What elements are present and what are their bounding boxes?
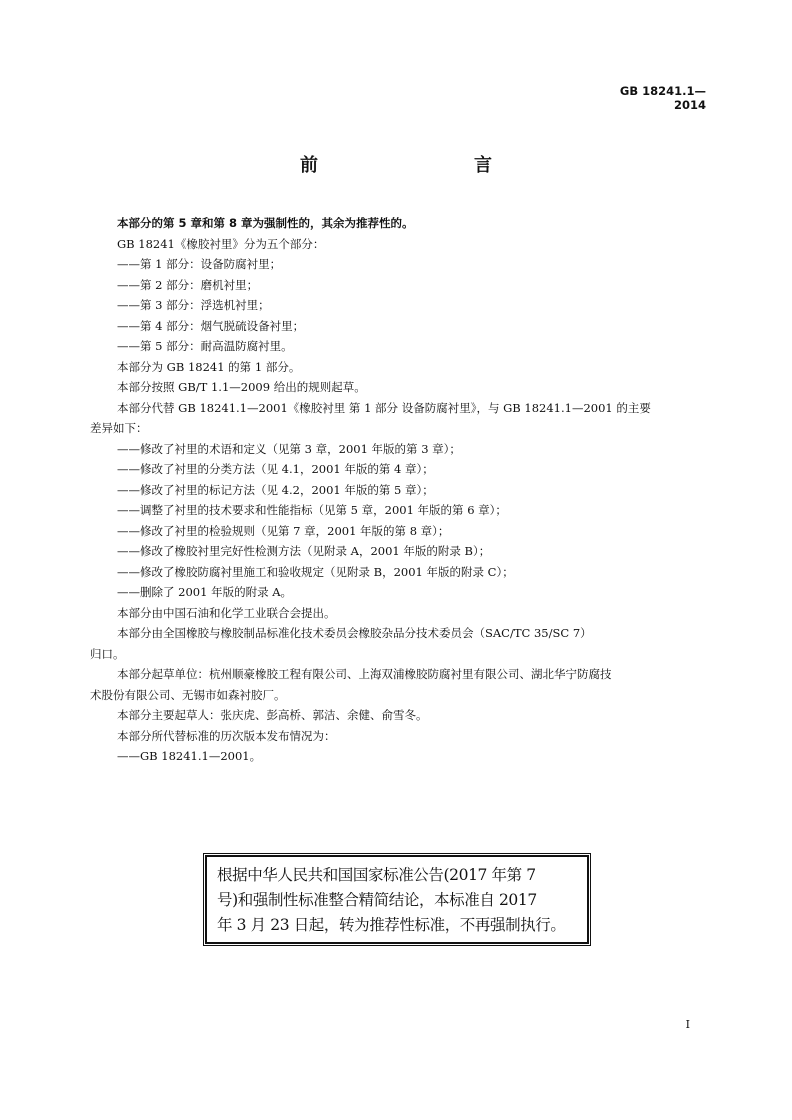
notice-line: 年 3 月 23 日起，转为推荐性标准，不再强制执行。 — [217, 916, 566, 934]
paragraph-line: GB 18241《橡胶衬里》分为五个部分： — [117, 236, 325, 251]
standard-number: GB 18241.1—2014 — [619, 84, 706, 112]
mandatory-statement: 本部分的第 5 章和第 8 章为强制性的，其余为推荐性的。 — [117, 216, 414, 230]
list-item: ——第 4 部分：烟气脱硫设备衬里； — [117, 318, 305, 333]
notice-box — [205, 855, 589, 944]
paragraph-line: 本部分由全国橡胶与橡胶制品标准化技术委员会橡胶杂品分技术委员会（SAC/TC 35/SC 7） — [117, 626, 592, 640]
paragraph-line: 术股份有限公司、无锡市如森衬胶厂。 — [90, 687, 286, 702]
list-item: ——修改了橡胶防腐衬里施工和验收规定（见附录 B，2001 年版的附录 C）； — [117, 564, 514, 579]
page-title: 前 言 — [300, 155, 532, 176]
list-item: ——第 3 部分：浮选机衬里； — [117, 298, 270, 312]
paragraph-line: 本部分起草单位：杭州顺豪橡胶工程有限公司、上海双浦橡胶防腐衬里有限公司、湖北华宁防腐技 — [117, 667, 612, 681]
paragraph-line: 本部分所代替标准的历次版本发布情况为： — [117, 728, 336, 743]
notice-line: 号)和强制性标准整合精简结论，本标准自 2017 — [217, 891, 537, 909]
list-item: ——第 2 部分：磨机衬里； — [117, 277, 259, 292]
list-item: ——修改了衬里的分类方法（见 4.1，2001 年版的第 4 章）； — [117, 462, 434, 476]
list-item: ——修改了衬里的标记方法（见 4.2，2001 年版的第 5 章）； — [117, 482, 434, 497]
list-item: ——修改了橡胶衬里完好性检测方法（见附录 A，2001 年版的附录 B）； — [117, 544, 491, 558]
list-item: ——第 5 部分：耐高温防腐衬里。 — [117, 339, 293, 353]
list-item: ——删除了 2001 年版的附录 A。 — [117, 585, 293, 599]
list-item: ——第 1 部分：设备防腐衬里； — [117, 257, 282, 271]
list-item: ——GB 18241.1—2001。 — [117, 749, 262, 763]
paragraph-line: 本部分按照 GB/T 1.1—2009 给出的规则起草。 — [117, 380, 366, 394]
list-item: ——修改了衬里的术语和定义（见第 3 章，2001 年版的第 3 章）； — [117, 441, 461, 456]
page-number: I — [685, 1018, 690, 1031]
foreword-body — [90, 213, 707, 767]
paragraph-line: 本部分为 GB 18241 的第 1 部分。 — [117, 359, 301, 374]
list-item: ——修改了衬里的检验规则（见第 7 章，2001 年版的第 8 章）； — [117, 523, 450, 538]
paragraph-line: 本部分主要起草人：张庆虎、彭高桥、郭洁、余健、俞雪冬。 — [117, 708, 428, 722]
paragraph-line: 归口。 — [90, 646, 125, 661]
paragraph-line: 本部分由中国石油和化学工业联合会提出。 — [117, 605, 336, 620]
paragraph-line: 差异如下： — [90, 421, 148, 435]
notice-line: 根据中华人民共和国国家标准公告(2017 年第 7 — [217, 866, 536, 884]
list-item: ——调整了衬里的技术要求和性能指标（见第 5 章，2001 年版的第 6 章）； — [117, 503, 507, 517]
paragraph-line: 本部分代替 GB 18241.1—2001《橡胶衬里 第 1 部分 设备防腐衬里》，与 GB 18241.1—2001 的主要 — [117, 400, 651, 415]
